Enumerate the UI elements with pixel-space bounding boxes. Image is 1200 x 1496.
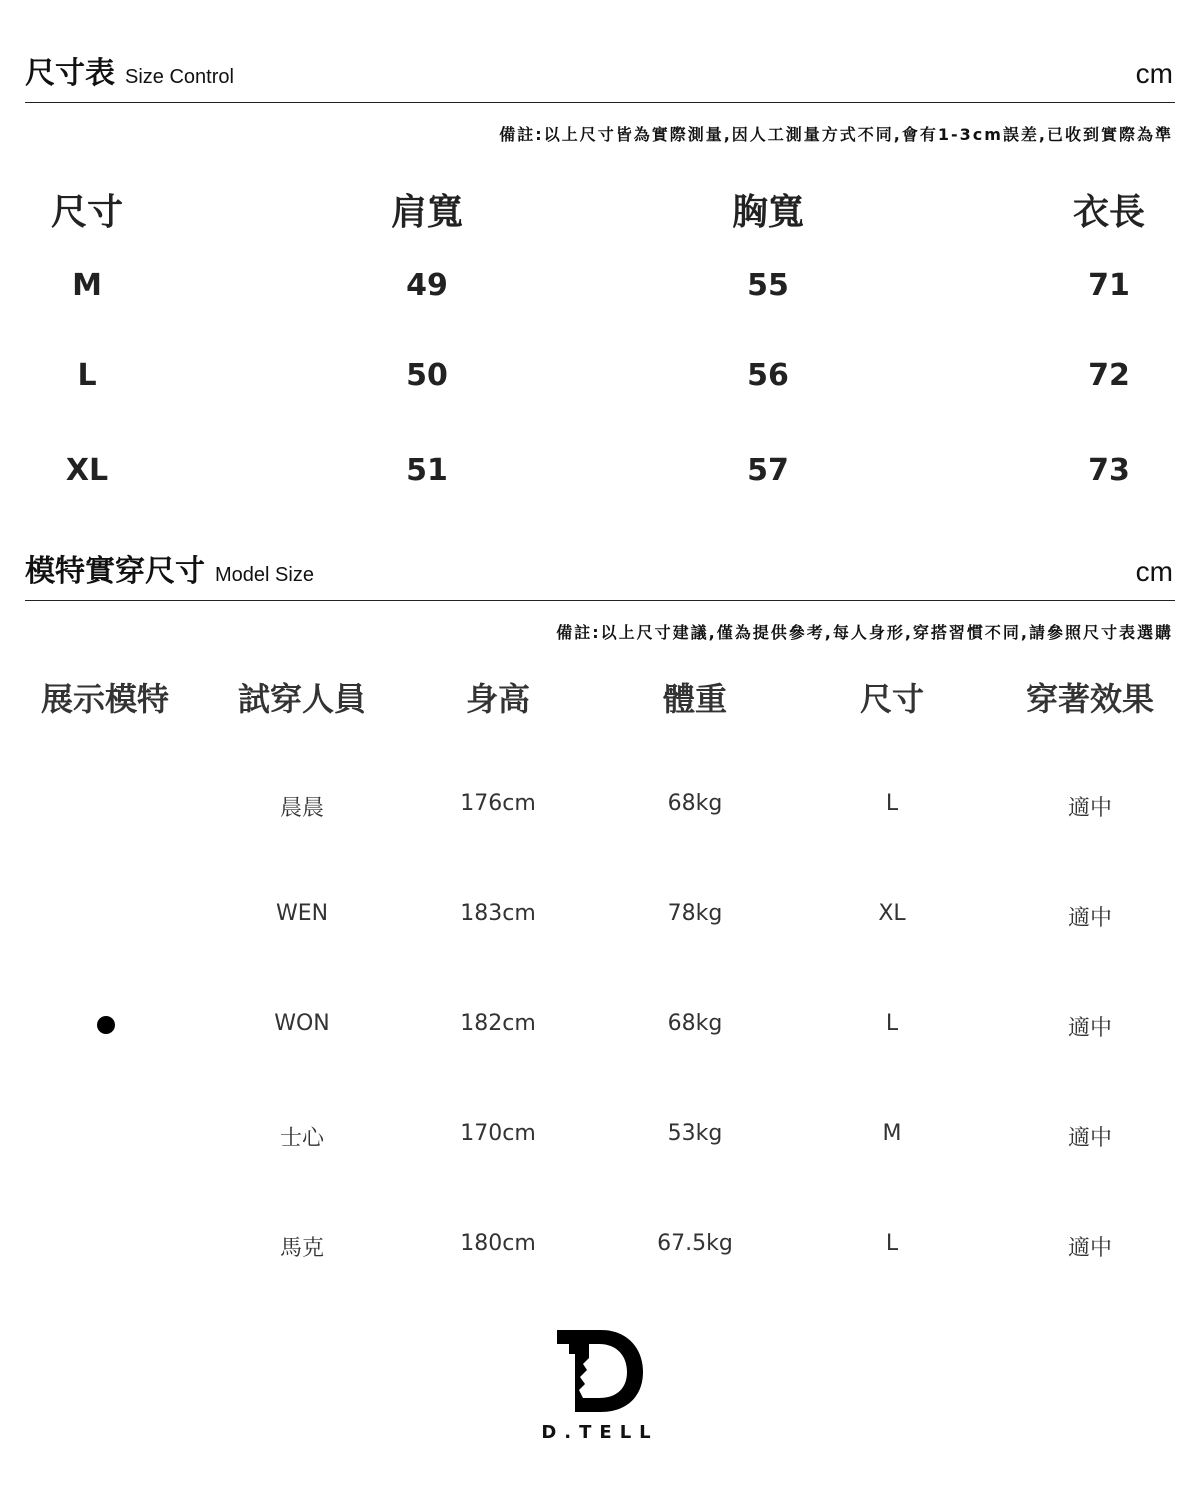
size-row-xl-size: XL (65, 453, 109, 488)
model-size: L (885, 1011, 899, 1036)
model-size: M (882, 1121, 902, 1146)
model-height: 170cm (460, 1121, 536, 1146)
size-row-xl-shoulder: 51 (406, 453, 448, 488)
model-size: XL (878, 901, 906, 926)
model-name: 士心 (279, 1126, 325, 1151)
size-row-m-size: M (72, 268, 102, 303)
model-table-note: 備註:以上尺寸建議,僅為提供參考,每人身形,穿搭習慣不同,請參照尺寸表選購 (556, 623, 1173, 642)
size-header-size: 尺寸 (50, 192, 124, 233)
brand-name: D.TELL (541, 1422, 659, 1443)
model-name: WON (274, 1011, 330, 1036)
size-row-l-length: 72 (1088, 358, 1130, 393)
size-row-m-chest: 55 (747, 268, 789, 303)
model-fit: 適中 (1067, 906, 1113, 931)
model-weight: 53kg (667, 1121, 723, 1146)
size-row-l-shoulder: 50 (406, 358, 448, 393)
model-fit: 適中 (1067, 1126, 1113, 1151)
model-table-title-en: Model Size (215, 564, 314, 586)
model-name: 馬克 (279, 1236, 325, 1261)
size-header-chest: 胸寬 (731, 192, 805, 233)
model-table-unit: cm (1135, 556, 1173, 587)
model-height: 176cm (460, 791, 536, 816)
size-table-header (25, 42, 1175, 103)
size-row-xl-chest: 57 (747, 453, 789, 488)
model-height: 182cm (460, 1011, 536, 1036)
size-row-m-length: 71 (1088, 268, 1130, 303)
size-table-note: 備註:以上尺寸皆為實際測量,因人工測量方式不同,會有1-3cm誤差,已收到實際為準 (499, 125, 1173, 144)
model-height: 180cm (460, 1231, 536, 1256)
model-header-featured: 展示模特 (40, 680, 170, 718)
model-header-size: 尺寸 (859, 680, 925, 718)
model-header-fit: 穿著效果 (1025, 680, 1155, 718)
size-header-length: 衣長 (1072, 192, 1146, 233)
td-monogram-logo (555, 1328, 645, 1414)
model-table-header (25, 540, 1175, 601)
model-fit: 適中 (1067, 1236, 1113, 1261)
model-height: 183cm (460, 901, 536, 926)
featured-model-dot (97, 1016, 115, 1034)
size-table-title (25, 48, 234, 92)
model-weight: 67.5kg (657, 1231, 733, 1256)
model-weight: 68kg (667, 1011, 723, 1036)
size-row-l-size: L (77, 358, 97, 393)
size-row-l-chest: 56 (747, 358, 789, 393)
model-name: WEN (275, 901, 329, 926)
model-fit: 適中 (1067, 796, 1113, 821)
size-table-title-en: Size Control (125, 66, 234, 88)
size-header-shoulder: 肩寬 (390, 192, 464, 233)
model-header-weight: 體重 (662, 680, 728, 718)
model-size: L (885, 791, 899, 816)
model-table-title-zh: 模特實穿尺寸 (25, 554, 205, 589)
size-row-xl-length: 73 (1088, 453, 1130, 488)
size-row-m-shoulder: 49 (406, 268, 448, 303)
size-table-title-zh: 尺寸表 (25, 56, 115, 91)
model-size: L (885, 1231, 899, 1256)
size-table-unit: cm (1135, 58, 1173, 89)
model-header-wearer: 試穿人員 (237, 680, 367, 718)
model-fit: 適中 (1067, 1016, 1113, 1041)
model-name: 晨晨 (279, 796, 325, 821)
model-header-height: 身高 (465, 680, 531, 718)
model-weight: 68kg (667, 791, 723, 816)
model-weight: 78kg (667, 901, 723, 926)
model-table-title (25, 546, 314, 590)
